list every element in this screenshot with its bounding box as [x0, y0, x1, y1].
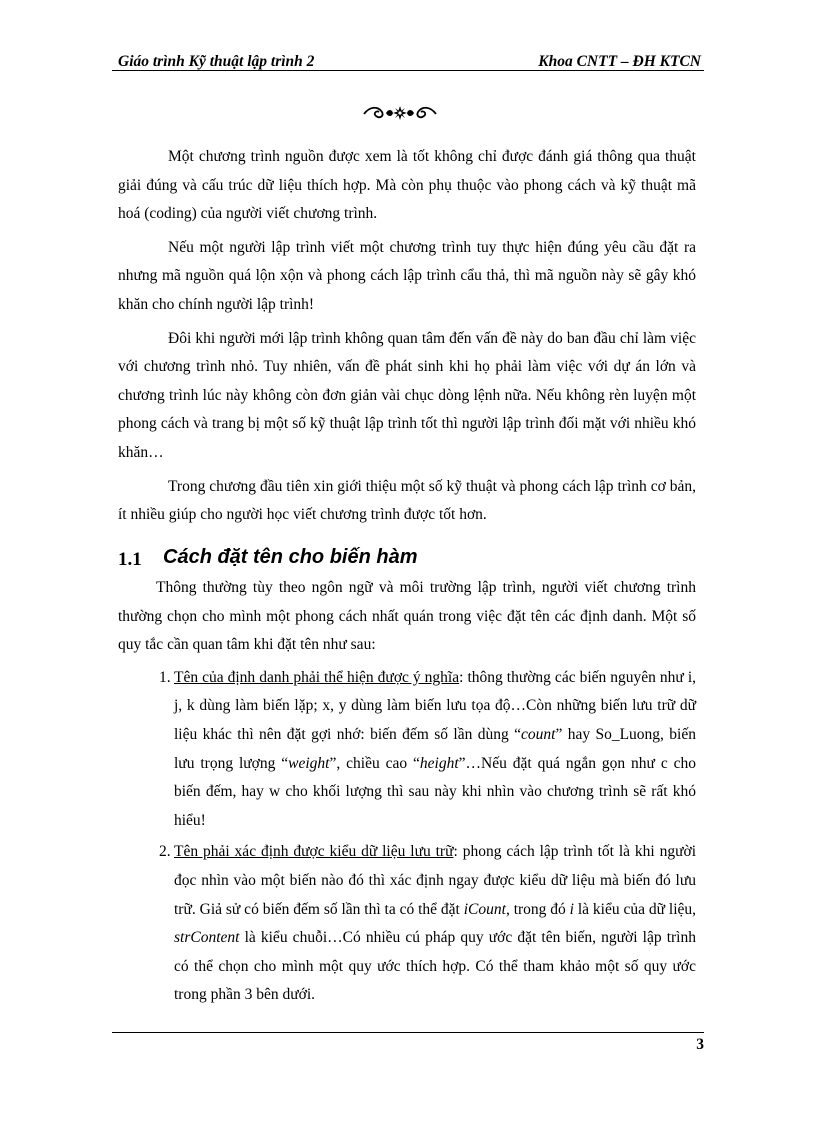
- header-divider: [112, 70, 704, 71]
- rule-text: phong cách lập trình tốt là khi người đọc nhìn vào một biến nào đó thì xác định ngay được kiểu dữ liệu mà biến đó lưu trữ. Giả sử có biến đếm số lần thì ta có thể đặt: [174, 843, 697, 918]
- rule-text: thông thường các biến nguyên như i, j, k dùng làm biến lặp; x, y dùng làm biến lưu tọa độ…Còn những biến lưu trữ dữ liệu khác thì nên đặt gợi nhớ: biến đếm số lần dùng “: [174, 668, 697, 743]
- rule-emphasis: i: [569, 900, 574, 918]
- intro-paragraph-4: Trong chương đầu tiên xin giới thiệu một số kỹ thuật và phong cách lập trình cơ bản, ít nhiều giúp cho người học viết chương trình được tốt hơn.: [118, 477, 696, 524]
- rule-text: ” hay So_Luong, biến lưu trọng lượng “: [174, 725, 696, 772]
- rule-text: ”…Nếu đặt quá ngắn gọn như c cho biến đếm, hay w cho khối lượng thì sau này khi nhìn vào chương trình sẽ rất khó hiểu!: [174, 754, 696, 829]
- rule-emphasis: iCount: [463, 900, 506, 918]
- header-faculty: Khoa CNTT – ĐH KTCN: [538, 53, 701, 70]
- list-item: [118, 664, 696, 836]
- rule-heading: Tên của định danh phải thể hiện được ý nghĩa: [174, 668, 460, 686]
- chapter-introduction: [118, 143, 696, 535]
- intro-paragraph-3: Đôi khi người mới lập trình không quan tâm đến vấn đề này do ban đầu chỉ làm việc với chương trình nhỏ. Tuy nhiên, vấn đề phát sinh khi họ phải làm việc với dự án lớn và chương trình lúc này không còn đơn giản vài chục dòng lệnh nữa. Nếu không rèn luyện một phong cách và trang bị một số kỹ thuật lập trình tốt thì người lập trình đối mặt với nhiều khó khăn…: [118, 329, 696, 461]
- section-number: 1.1: [118, 549, 142, 570]
- section-body: [118, 574, 696, 1013]
- list-item-marker: 2.: [159, 843, 171, 861]
- fleuron-ornament-icon: [360, 104, 440, 122]
- rule-separator: :: [453, 843, 463, 861]
- section-intro: Thông thường tùy theo ngôn ngữ và môi trường lập trình, người viết chương trình thường chọn cho mình một phong cách nhất quán trong việc đặt tên các định danh. Một số quy tắc cần quan tâm khi đặt tên như sau:: [118, 579, 696, 654]
- naming-rules-list: [118, 664, 696, 1010]
- rule-heading: Tên phải xác định được kiểu dữ liệu lưu trữ: [174, 843, 454, 861]
- rule-text: ”, chiều cao “: [329, 754, 420, 772]
- list-item: [118, 838, 696, 1010]
- list-item-marker: 1.: [159, 668, 171, 686]
- header-course-title: Giáo trình Kỹ thuật lập trình 2: [118, 53, 315, 70]
- rule-separator: :: [459, 668, 468, 686]
- page-number: 3: [696, 1036, 704, 1053]
- rule-text: là kiểu chuỗi…Có nhiều cú pháp quy ước đặt tên biến, người lập trình có thể chọn cho mình một quy ước thích hợp. Có thể tham khảo một số quy ước trong phần 3 bên dưới.: [174, 929, 696, 1004]
- footer-divider: [112, 1032, 704, 1033]
- rule-emphasis: count: [521, 725, 556, 743]
- rule-emphasis: height: [419, 754, 459, 772]
- intro-paragraph-2: Nếu một người lập trình viết một chương trình tuy thực hiện đúng yêu cầu đặt ra nhưng mã nguồn quá lộn xộn và phong cách lập trình cẩu thả, thì mã nguồn này sẽ gây khó khăn cho chính người lập trình!: [118, 238, 696, 313]
- intro-paragraph-1: Một chương trình nguồn được xem là tốt không chỉ được đánh giá thông qua thuật giải đúng và cấu trúc dữ liệu thích hợp. Mà còn phụ thuộc vào phong cách và kỹ thuật mã hoá (coding) của người viết chương trình.: [118, 148, 696, 223]
- section-title: Cách đặt tên cho biến hàm: [163, 546, 418, 568]
- rule-text: , trong đó: [505, 900, 570, 918]
- rule-emphasis: strContent: [174, 929, 240, 947]
- rule-emphasis: weight: [288, 754, 330, 772]
- rule-text: là kiểu của dữ liệu,: [573, 900, 697, 918]
